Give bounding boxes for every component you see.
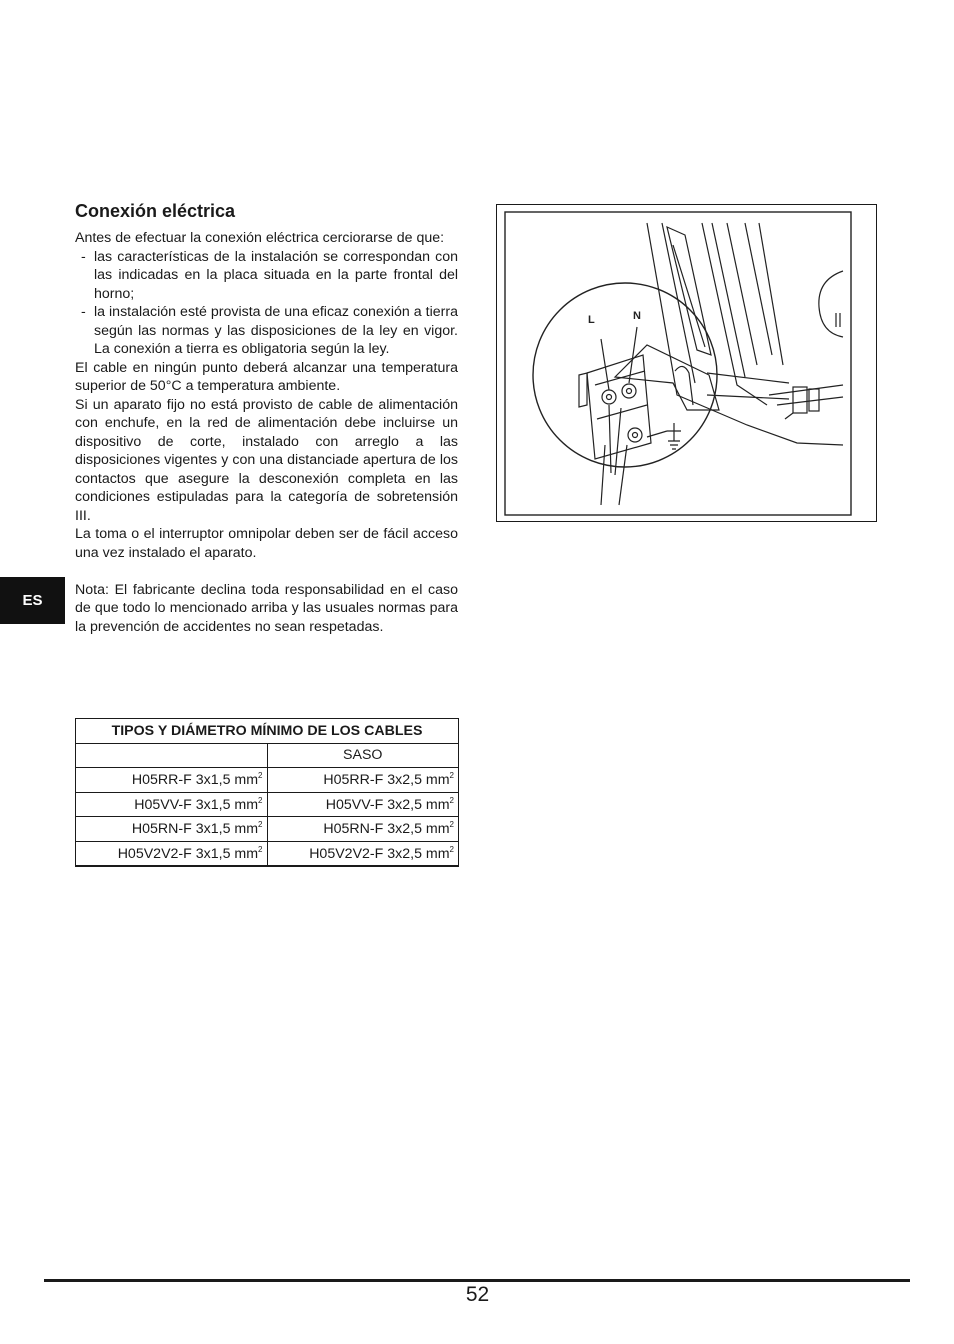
list-item-text: la instalación esté provista de una eficaz conexión a tierra según las normas y las disposiciones de la ley en vigor. La conexión a tierra es obligatoria según la ley. bbox=[94, 304, 458, 357]
page-number: 52 bbox=[465, 1283, 490, 1306]
table-row bbox=[76, 841, 459, 866]
list-item bbox=[75, 248, 458, 304]
footer-rule bbox=[44, 1279, 910, 1282]
fixed-appliance-paragraph: Si un aparato fijo no está provisto de cable de alimentación con enchufe, en la red de alimentación debe incluirse un dispositivo de corte, instalado con arreglo a las disposiciones vigentes y con una distanciade apertura de los contactos que asegure la desconexión completa en las condiciones estipuladas para la categoría de sobretensión III. bbox=[75, 396, 458, 524]
cable-temperature-paragraph: El cable en ningún punto deberá alcanzar una temperatura superior de 50°C a temperatura ambiente. bbox=[75, 359, 458, 394]
bullet-dash: - bbox=[81, 304, 86, 320]
table-cell: H05RN-F 3x1,5 $mm^2$ bbox=[76, 817, 268, 842]
table-header-saso: SASO bbox=[267, 743, 459, 768]
table-row bbox=[76, 792, 459, 817]
requirements-list bbox=[75, 248, 458, 359]
table-header-empty bbox=[76, 743, 268, 768]
bullet-dash: - bbox=[81, 248, 86, 265]
list-item bbox=[75, 303, 458, 359]
table-cell: H05RR-F 3x2,5 $mm^2$ bbox=[267, 768, 459, 793]
paragraph-gap bbox=[75, 562, 458, 581]
section-body bbox=[75, 229, 458, 636]
table-row bbox=[76, 768, 459, 793]
intro-paragraph: Antes de efectuar la conexión eléctrica cerciorarse de que: bbox=[75, 230, 445, 246]
table-cell: H05VV-F 3x2,5 $mm^2$ bbox=[267, 792, 459, 817]
terminal-block-drawing bbox=[497, 205, 876, 521]
table-cell: H05V2V2-F 3x1,5 $mm^2$ bbox=[76, 841, 268, 866]
table-cell: H05RN-F 3x2,5 $mm^2$ bbox=[267, 817, 459, 842]
table-cell: H05RR-F 3x1,5 $mm^2$ bbox=[76, 768, 268, 793]
table-cell: H05V2V2-F 3x2,5 $mm^2$ bbox=[267, 841, 459, 866]
list-item-text: las características de la instalación se correspondan con las indicadas en la placa situada en la parte frontal del horno; bbox=[94, 248, 458, 302]
cable-types-table bbox=[75, 718, 459, 867]
line-terminal-label: L bbox=[588, 314, 595, 326]
switch-access-paragraph: La toma o el interruptor omnipolar deben ser de fácil acceso una vez instalado el aparato. bbox=[75, 526, 458, 561]
neutral-terminal-label: N bbox=[633, 310, 641, 322]
wiring-illustration bbox=[496, 204, 877, 522]
table-row bbox=[76, 817, 459, 842]
table-cell: H05VV-F 3x1,5 $mm^2$ bbox=[76, 792, 268, 817]
language-tab: ES bbox=[0, 577, 65, 624]
note-paragraph: Nota: El fabricante declina toda responsabilidad en el caso de que todo lo mencionado arriba y las usuales normas para la prevención de accidentes no sean respetadas. bbox=[75, 581, 458, 635]
table-title: TIPOS Y DIÁMETRO MÍNIMO DE LOS CABLES bbox=[76, 719, 459, 744]
section-heading: Conexión eléctrica bbox=[75, 201, 236, 221]
